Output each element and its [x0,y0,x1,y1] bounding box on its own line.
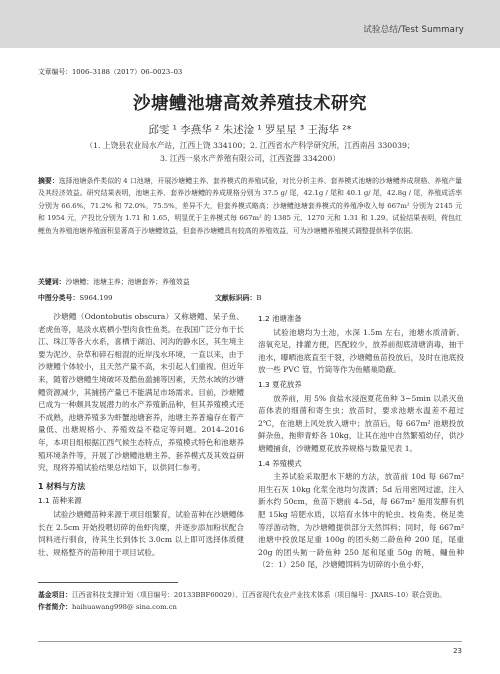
page-number: 23 [453,647,462,655]
document-code-label: 文献标识码： [215,294,257,302]
document-code [215,292,261,302]
pond-prep-paragraph: 试验池塘均为土池，水深 1.5m 左右，池塘水质清新、溶氧充足，排灌方便，匹配较少，放养前彻底清塘消毒，抽干池水，曝晒池底直至干裂，沙塘鳢鱼苗投放后，及时在池底投放一些 PVC 管，竹筒等作为鱼鳍巢隐蔽。 [258,327,464,375]
abstract-label: 摘要： [38,177,59,185]
fund-label: 基金项目： [38,591,72,599]
culture-mode-paragraph: 主养试验采取肥水下塘的方法，放苗前 10d 每 667m² 用生石灰 10kg 化浆全池均匀泼洒；5d 后用密网过滤，注入新水约 50cm，鱼苗下塘前 4–5d，每 667m² 施用发酵有机肥 15kg 培肥水质，以培育水体中的轮虫、枝角类、桡足类等浮游动物，为沙塘鳢提供部分天然饵料；同时，每 667m² 池塘中投放尾足重 100g 的团头鲂二龄鱼种 200 尾，尾重 20g 的团头鲂一龄鱼种 250 尾和尾重 50g 的鲢、鳙鱼种（2：1）250 尾，沙塘鳢饵料为切碎的小鱼小虾， [258,472,464,570]
author-footnote [38,602,462,614]
classification-number [38,292,113,302]
footnotes [38,590,462,613]
author-email: haihuawang998@ sina.com.cn [71,602,177,611]
paper-title: 沙塘鳢池塘高效养殖技术研究 [133,94,367,114]
stocking-paragraph: 放养前，用 5% 食盐水浸泡夏花鱼种 3~5min 以杀灭鱼苗体表的细菌和寄生虫；放苗时，要求池塘水温差不超过 2℃，在池塘上风处放入塘中；放苗后，每 667m² 池塘投放鲜杂鱼、拖卵青虾各 10kg，让其在池中自然繁殖幼仔，供沙塘鳢捕食，沙塘鳢夏花放养规格与数量见表 1。 [258,393,464,453]
left-column [38,311,244,559]
subsection-heading-culture-mode: 1.4 养殖模式 [258,458,302,468]
classification-label: 中图分类号： [38,294,80,302]
right-column [258,311,464,572]
abstract-text: 选择池塘条件类似的 4 口池塘，开展沙塘鳢主养、套养模式的养殖试验，对比分析主养、套养模式池塘的沙塘鳢养成规格、养殖产量及其经济效益。研究结果表明，池塘主养、套养沙塘鳢的养成规格分别为 37.5 g/ 尾，42.1g / 尾和 40.1 g/ 尾，42.8g / 尾，养殖成活率分别为 66.6%，71.2% 和 72.0%，75.5%，差异不大，但套养模式略高；沙塘鳢池塘套养模式的养殖净收入每 667m² 分别为 2145 元和 1954 元，产投比分别为 1.71 和 1.65，明显优于主养模式每 667m² 的 1385 元、1270 元和 1.31 和 1.29。试验结果表明，荷包红鲤鱼为养殖池塘养殖面积显著高于沙塘鳢效益，但套养沙塘鳢具有较高的养殖效益，可为沙塘鳢养殖模式调整提供科学依据。 [38,177,462,235]
footnote-divider [38,582,178,583]
subsection-heading-seed-source: 1.1 苗种来源 [38,496,82,506]
document-code-value: B [256,294,262,302]
abstract [38,175,462,237]
article-number: 文章编号：1006–3188（2017）06–0023–03 [38,68,183,76]
keywords-text: 沙塘鳢；池塘主养；池塘套养；养殖效益 [65,278,190,286]
keywords [38,276,462,288]
author-note-label: 作者简介： [38,602,72,611]
classification-value: S964.199 [79,294,113,302]
page-bottom-rule [38,641,462,642]
section-heading-materials: 1 材料与方法 [38,481,86,491]
subsection-heading-pond-prep: 1.2 池塘准备 [258,314,302,323]
keywords-label: 关键词： [38,278,66,286]
seed-source-paragraph: 试验沙塘鳢苗种来源于项目组繁育，试验苗种在沙塘鳢体长在 2.5cm 开始投喂切碎的鱼虾肉糜，并逐步添加粉状配合饲料进行驯食，待其生长到体长 3.0cm 以上即可选择体质健壮、规格整齐的苗种用于项目试验。 [38,509,244,557]
intro-paragraph: 沙塘鳢（Odontobutis obscura）又称塘鳢、呆子鱼、老虎鱼等，是淡水底栖小型肉食性鱼类。在我国广泛分布于长江、珠江等各大水系，喜栖于湖泊、河沟的静水区，其生境主要为泥沙、杂草和碎石相混的近岸浅水环境，一直以来，由于沙塘鳢个体较小，且天然产量不高，未引起人们重视。但近年来，随着沙塘鳢生境破坏及酷鱼滥捕等因素，天然水域的沙塘鳢资源减少，其捕捞产量已不能满足市场需求。目前，沙塘鳢已成为一种颇具发展潜力的水产养殖新品种，但其养殖模式还不成熟，池塘养殖多为虾蟹池塘套养，池塘主养普遍存在着产量低、出塘规格小、养殖效益不稳定等问题。2014–2016 年，本项目组根据江西气候生态特点，养殖模式特色和池塘养殖环境条件等，开展了沙塘鳢池塘主养、套养模式及其效益研究，现将养殖试验结果总结如下，以供同仁参考。 [38,312,244,473]
author-list: 邱雯 ¹ 李燕华 ² 朱述淦 ¹ 罗星星 ³ 王海华 ²* [148,124,352,136]
journal-section-label: 试验总结/Test Summary [363,25,464,35]
affiliation-line-2: 3. 江西一泉水产养殖有限公司，江西瓷器 334200） [160,154,340,163]
affiliation-line-1: （1. 上饶县农业局水产站，江西上饶 334100；2. 江西省水产科学研究所，江西南昌 330039； [85,141,415,150]
subsection-heading-stocking: 1.3 夏花放养 [258,379,302,389]
fund-footnote [38,590,462,602]
fund-text: 江西省科技支撑计划（项目编号：20133BBF60029）、江西省现代农业产业技术体系（项目编号：JXARS–10）联合资助。 [71,591,447,599]
